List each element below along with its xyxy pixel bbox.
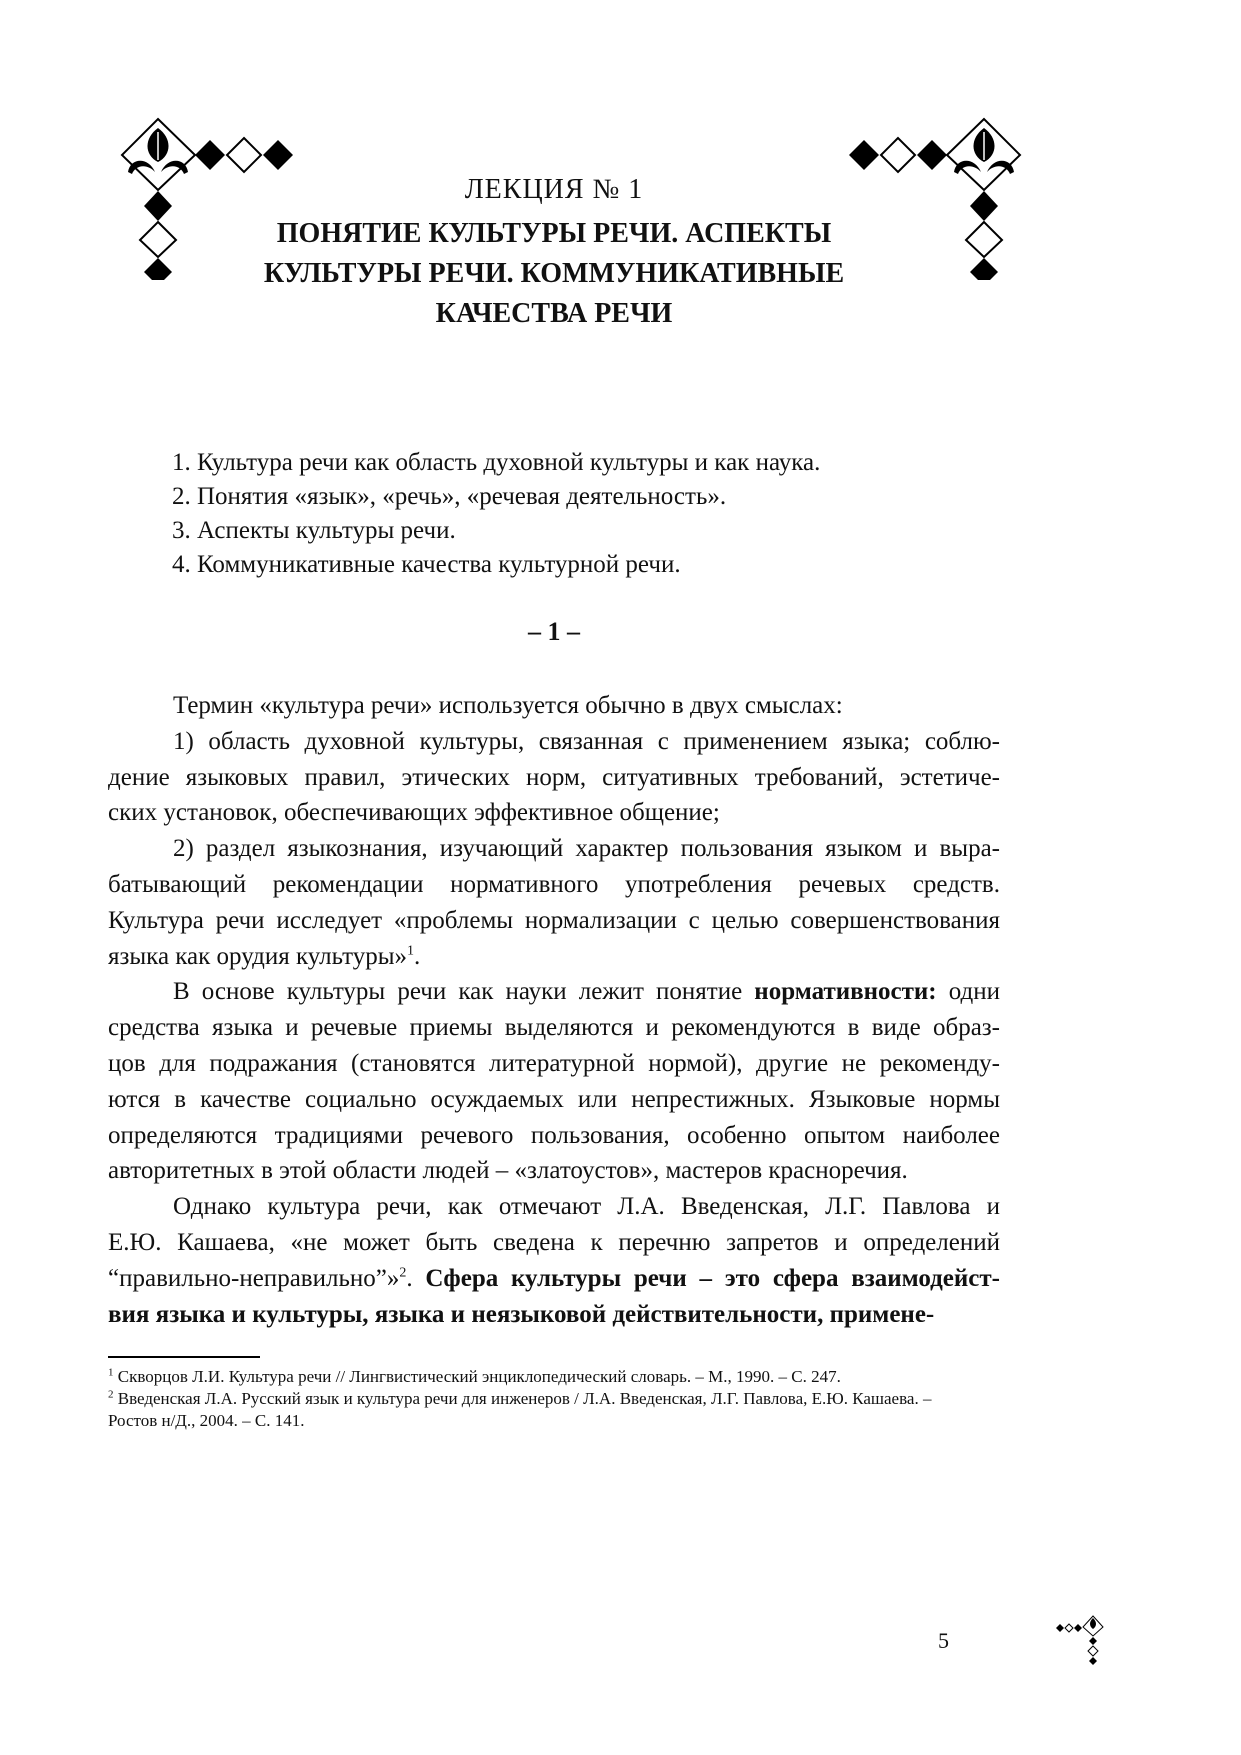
footnotes (108, 1366, 1008, 1432)
paragraph-line (108, 688, 1000, 724)
title-line: КАЧЕСТВА РЕЧИ (435, 298, 673, 329)
paragraph-line (108, 867, 1000, 903)
footnote-text: Введенская Л.А. Русский язык и культура речи для инженеров / Л.А. Введенская, Л.Г. Павлова, Е.Ю. Кашаева. – (113, 1389, 932, 1408)
text: Однако культура речи, как отмечают Л.А. Введенская, Л.Г. Павлова и (173, 1193, 1000, 1221)
paragraph-line (108, 1297, 1000, 1333)
body-text (108, 688, 1000, 1332)
footnote-number: 2 (108, 1388, 114, 1401)
lecture-number: ЛЕКЦИЯ № 1 (464, 174, 644, 205)
bold-text: Сфера культуры речи – это сфера взаимодейст- (425, 1264, 1001, 1292)
paragraph-line (108, 1261, 1000, 1297)
paragraph-line (108, 724, 1000, 760)
footnote (108, 1388, 1008, 1432)
lecture-title (108, 214, 1000, 334)
paragraph-line (108, 1082, 1000, 1118)
paragraph-line (108, 760, 1000, 796)
text: средства языка и речевые приемы выделяются и рекомендуются в виде образ- (108, 1014, 1000, 1042)
text: 1) область духовной культуры, связанная с применением языка; соблю- (173, 727, 1000, 755)
text: “правильно-неправильно”» (108, 1264, 400, 1292)
text: дение языковых правил, этических норм, ситуативных требований, эстетиче- (108, 763, 1000, 791)
outline-item: 3. Аспекты культуры речи. (172, 517, 456, 544)
text: языка как орудия культуры» (108, 942, 407, 970)
text: 2) раздел языкознания, изучающий характер пользования языком и выра- (173, 835, 1000, 863)
text: ских установок, обеспечивающих эффективное общение; (108, 799, 720, 827)
paragraph-line (108, 974, 1000, 1010)
title-line: ПОНЯТИЕ КУЛЬТУРЫ РЕЧИ. АСПЕКТЫ (276, 218, 832, 249)
bold-text: вия языка и культуры, языка и неязыковой действительности, примене- (108, 1300, 935, 1328)
paragraph-line (108, 831, 1000, 867)
text: В основе культуры речи как науки лежит понятие (173, 978, 755, 1006)
text: . (406, 1264, 426, 1292)
paragraph-line (108, 1046, 1000, 1082)
page-ornament-icon (1055, 1612, 1111, 1668)
outline-item: 2. Понятия «язык», «речь», «речевая деятельность». (172, 483, 727, 510)
paragraph-line (108, 939, 1000, 975)
footnote-text: Ростов н/Д., 2004. – С. 141. (108, 1411, 305, 1430)
page-number: 5 (938, 1628, 949, 1653)
text: Термин «культура речи» используется обычно в двух смыслах: (173, 692, 843, 719)
bold-text: нормативности: (754, 978, 937, 1006)
paragraph-line (108, 1153, 1000, 1189)
text: ются в качестве социально осуждаемых или непрестижных. Языковые нормы (108, 1085, 1000, 1113)
outline-item: 1. Культура речи как область духовной культуры и как наука. (172, 449, 821, 476)
text: цов для подражания (становятся литературной нормой), другие не рекоменду- (108, 1049, 1000, 1077)
paragraph-line (108, 1225, 1000, 1261)
footnote-number: 1 (108, 1366, 114, 1379)
paragraph-line (108, 1189, 1000, 1225)
text: Е.Ю. Кашаева, «не может быть сведена к перечню запретов и определений (108, 1228, 1000, 1256)
lecture-outline (172, 446, 820, 582)
outline-item: 4. Коммуникативные качества культурной речи. (172, 551, 681, 578)
paragraph-line (108, 1010, 1000, 1046)
text: определяются традициями речевого пользования, особенно опытом наиболее (108, 1121, 1000, 1149)
paragraph-line (108, 1118, 1000, 1154)
paragraph-line (108, 903, 1000, 939)
footnote-divider (108, 1356, 260, 1358)
text: Культура речи исследует «проблемы нормализации с целью совершенствования (108, 906, 1000, 934)
footnote-ref: 2 (399, 1265, 407, 1281)
text: одни (936, 978, 1000, 1006)
text: . (414, 942, 421, 970)
paragraph-line (108, 795, 1000, 831)
title-line: КУЛЬТУРЫ РЕЧИ. КОММУНИКАТИВНЫЕ (263, 258, 845, 289)
text: батывающий рекомендации нормативного употребления речевых средств. (108, 870, 1000, 898)
footnote-text: Скворцов Л.И. Культура речи // Лингвистический энциклопедический словарь. – М., 1990. – С. 247. (113, 1367, 841, 1386)
footnote (108, 1366, 1008, 1388)
text: авторитетных в этой области людей – «златоустов», мастеров красноречия. (108, 1157, 908, 1185)
section-marker: – 1 – (528, 617, 580, 646)
footnote-ref: 1 (407, 943, 414, 959)
